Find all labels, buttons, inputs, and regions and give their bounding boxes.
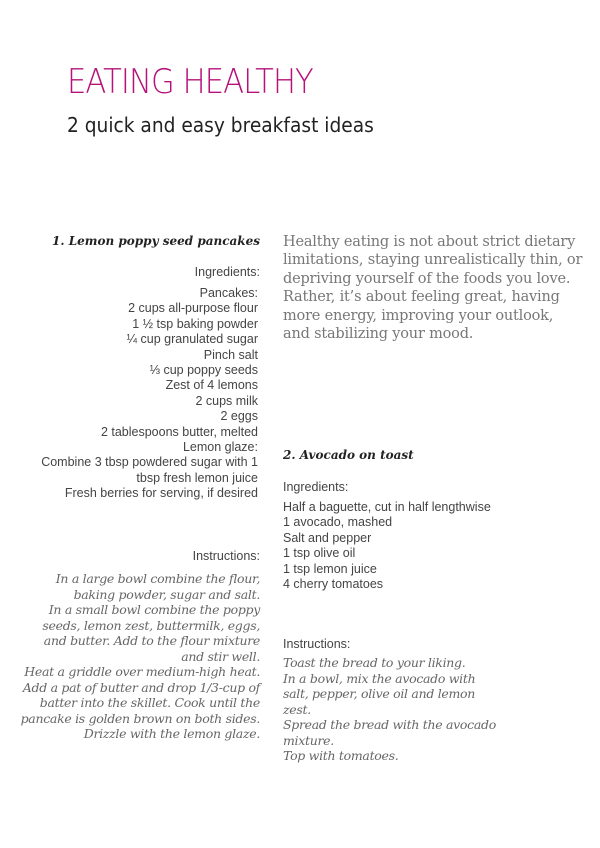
- recipe-1-instructions-label: Instructions:: [192, 549, 260, 563]
- recipe-2-ingredients-label: Ingredients:: [283, 480, 349, 494]
- intro-paragraph: Healthy eating is not about strict dietary limitations, staying unrealistically thin, or depriving yourself of the foods you love. Rather, it’s about feeling great, having more energy, improving your outlook, and stabilizing your mood.: [283, 234, 583, 343]
- list-item: 1 ½ tsp baking powder: [132, 316, 258, 331]
- list-item: Lemon glaze:: [182, 440, 258, 455]
- list-item: 2 cups all-purpose flour: [128, 301, 258, 316]
- instruction-step: Heat a griddle over medium-high heat. Add a pat of butter and drop 1/3-cup of batter into the skillet. Cook until the pancake is golden brown on both sides.: [20, 664, 260, 726]
- list-item: Salt and pepper: [283, 530, 372, 545]
- list-item: 2 eggs: [220, 409, 258, 424]
- list-item: Zest of 4 lemons: [165, 378, 258, 393]
- recipe-2-title: 2. Avocado on toast: [283, 448, 414, 462]
- list-item: 2 cups milk: [195, 393, 258, 408]
- instruction-step: In a bowl, mix the avocado with salt, pepper, olive oil and lemon zest.: [283, 670, 476, 717]
- recipe-1-instructions: [20, 571, 260, 742]
- list-item: Half a baguette, cut in half lengthwise: [283, 500, 491, 514]
- instruction-step: Drizzle with the lemon glaze.: [83, 726, 260, 741]
- recipe-1-title: 1. Lemon poppy seed pancakes: [52, 234, 260, 248]
- recipe-2-instructions: [283, 655, 498, 764]
- recipe-1-ingredients-label: Ingredients:: [194, 265, 260, 279]
- recipe-2-ingredients-list: [283, 500, 583, 592]
- recipe-2-instructions-label: Instructions:: [283, 637, 351, 651]
- instruction-step: In a small bowl combine the poppy seeds, lemon zest, buttermilk, eggs, and butter. Add to the flour mixture and stir well.: [42, 602, 260, 664]
- list-item: Pinch salt: [203, 347, 258, 362]
- list-item: 2 tablespoons butter, melted: [100, 424, 258, 439]
- page-title: EATING HEALTHY: [67, 62, 313, 102]
- list-item: ⅓ cup poppy seeds: [149, 363, 258, 378]
- list-item: 1 tsp lemon juice: [283, 561, 377, 576]
- list-item: ¼ cup granulated sugar: [126, 332, 258, 347]
- list-item: Combine 3 tbsp powdered sugar with 1 tbsp fresh lemon juice: [41, 455, 258, 485]
- list-item: Pancakes:: [199, 286, 258, 300]
- list-item: 1 avocado, mashed: [283, 515, 393, 530]
- page-subtitle: 2 quick and easy breakfast ideas: [67, 113, 374, 137]
- list-item: Fresh berries for serving, if desired: [64, 486, 258, 501]
- instruction-step: In a large bowl combine the flour, baking powder, sugar and salt.: [55, 571, 260, 602]
- instruction-step: Spread the bread with the avocado mixture.: [283, 717, 496, 748]
- recipe-1-ingredients-list: [20, 286, 258, 502]
- list-item: 1 tsp olive oil: [283, 546, 356, 561]
- list-item: 4 cherry tomatoes: [283, 577, 384, 592]
- instruction-step: Toast the bread to your liking.: [283, 655, 466, 670]
- instruction-step: Top with tomatoes.: [283, 748, 399, 763]
